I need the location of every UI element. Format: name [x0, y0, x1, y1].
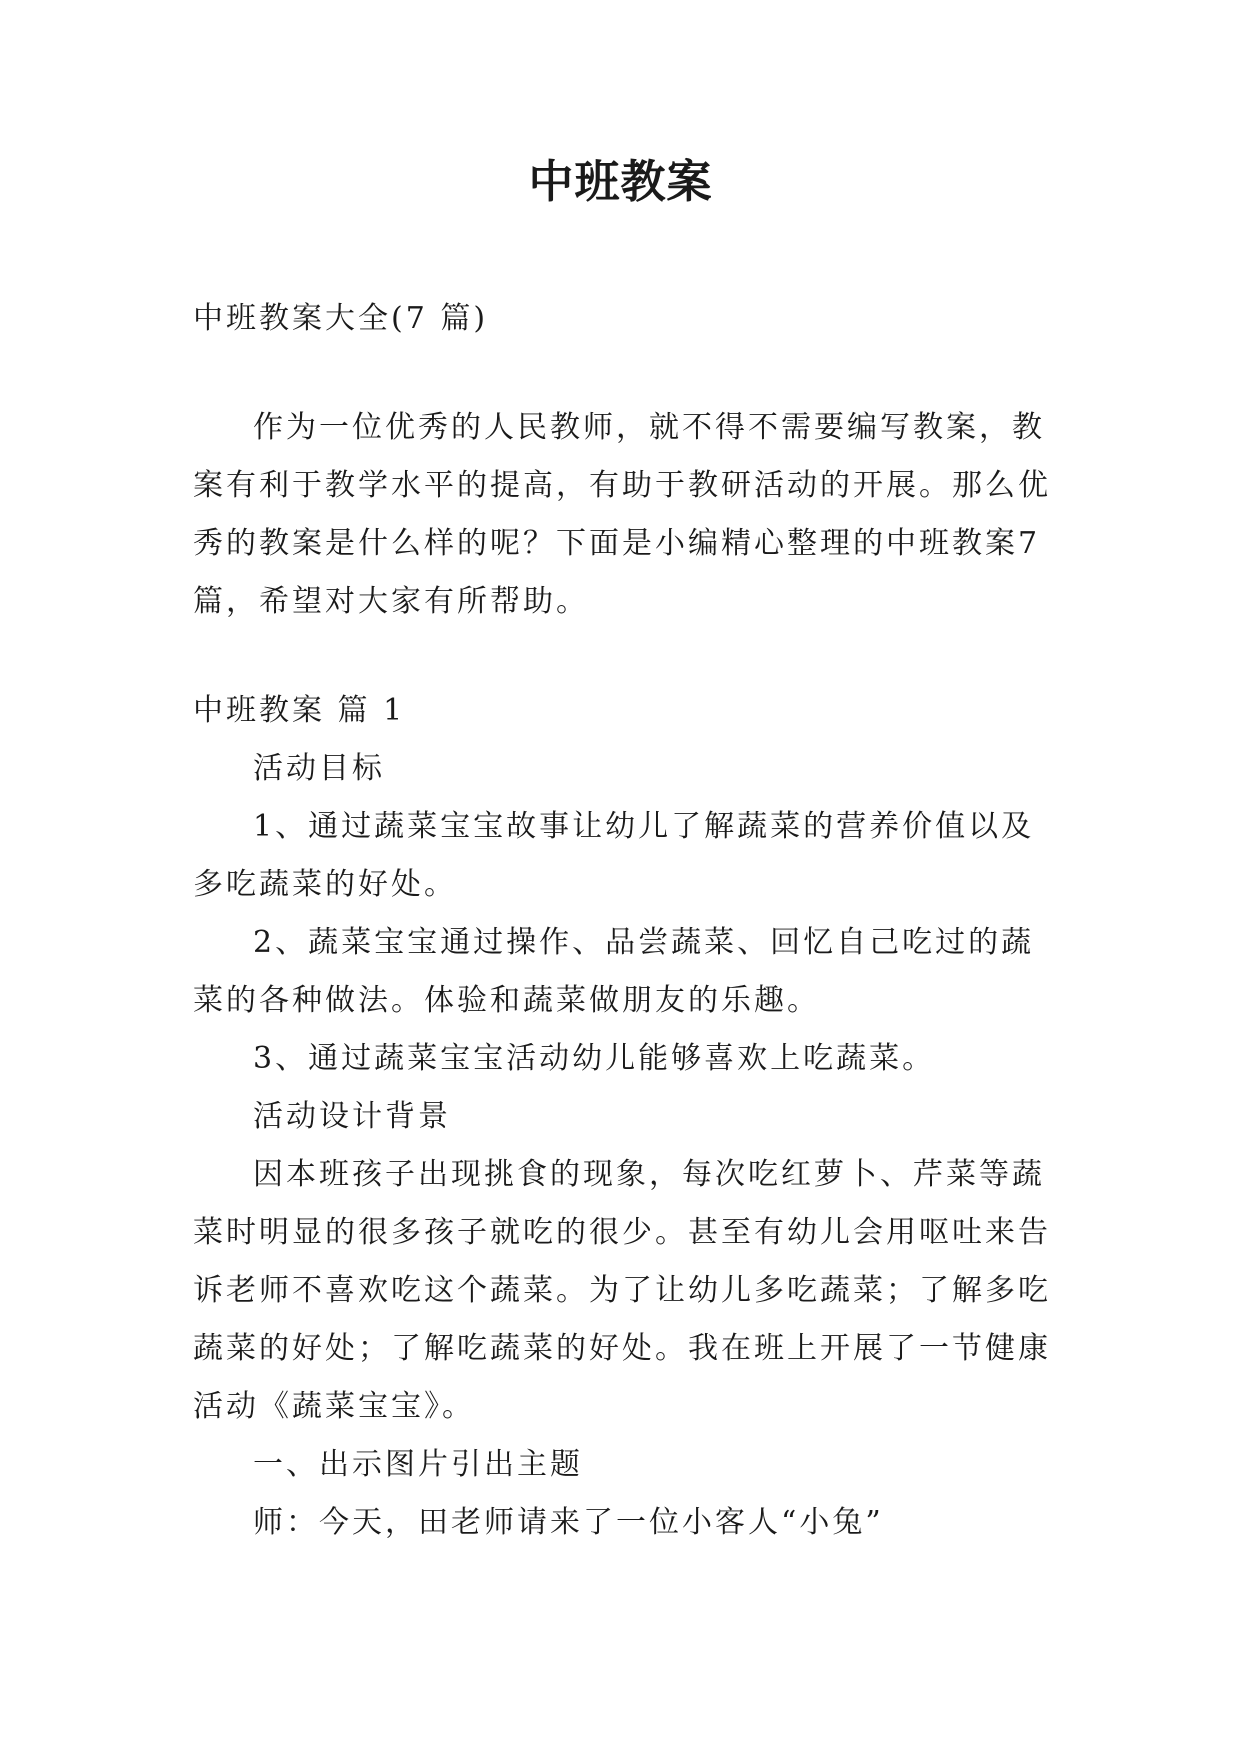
paragraph-background-heading: 活动设计背景 — [253, 1099, 451, 1134]
section-heading: 中班教案 篇 1 — [193, 693, 406, 728]
document-subtitle: 中班教案大全(7 篇) — [193, 301, 489, 336]
paragraph-step-1: 一、出示图片引出主题 — [253, 1447, 583, 1482]
paragraph-goal-2: 2、蔬菜宝宝通过操作、品尝蔬菜、回忆自己吃过的蔬菜的各种做法。体验和蔬菜做朋友的乐趣。 — [193, 925, 1035, 1018]
paragraph-background: 因本班孩子出现挑食的现象，每次吃红萝卜、芹菜等蔬菜时明显的很多孩子就吃的很少。甚至有幼儿会用呕吐来告诉老师不喜欢吃这个蔬菜。为了让幼儿多吃蔬菜；了解多吃蔬菜的好处；了解吃蔬菜的好处。我在班上开展了一节健康活动《蔬菜宝宝》。 — [193, 1157, 1051, 1424]
paragraph-teacher-line: 师：今天，田老师请来了一位小客人“小兔” — [253, 1505, 884, 1540]
document-body — [193, 290, 1053, 1552]
paragraph-goal-3: 3、通过蔬菜宝宝活动幼儿能够喜欢上吃蔬菜。 — [253, 1041, 936, 1076]
paragraph-goal-heading: 活动目标 — [253, 751, 385, 786]
paragraph-goal-1: 1、通过蔬菜宝宝故事让幼儿了解蔬菜的营养价值以及多吃蔬菜的好处。 — [193, 809, 1035, 902]
intro-paragraph: 作为一位优秀的人民教师，就不得不需要编写教案，教案有利于教学水平的提高，有助于教研活动的开展。那么优秀的教案是什么样的呢？下面是小编精心整理的中班教案7 篇，希望对大家有所帮助。 — [193, 410, 1051, 619]
document-title: 中班教案 — [528, 155, 713, 208]
